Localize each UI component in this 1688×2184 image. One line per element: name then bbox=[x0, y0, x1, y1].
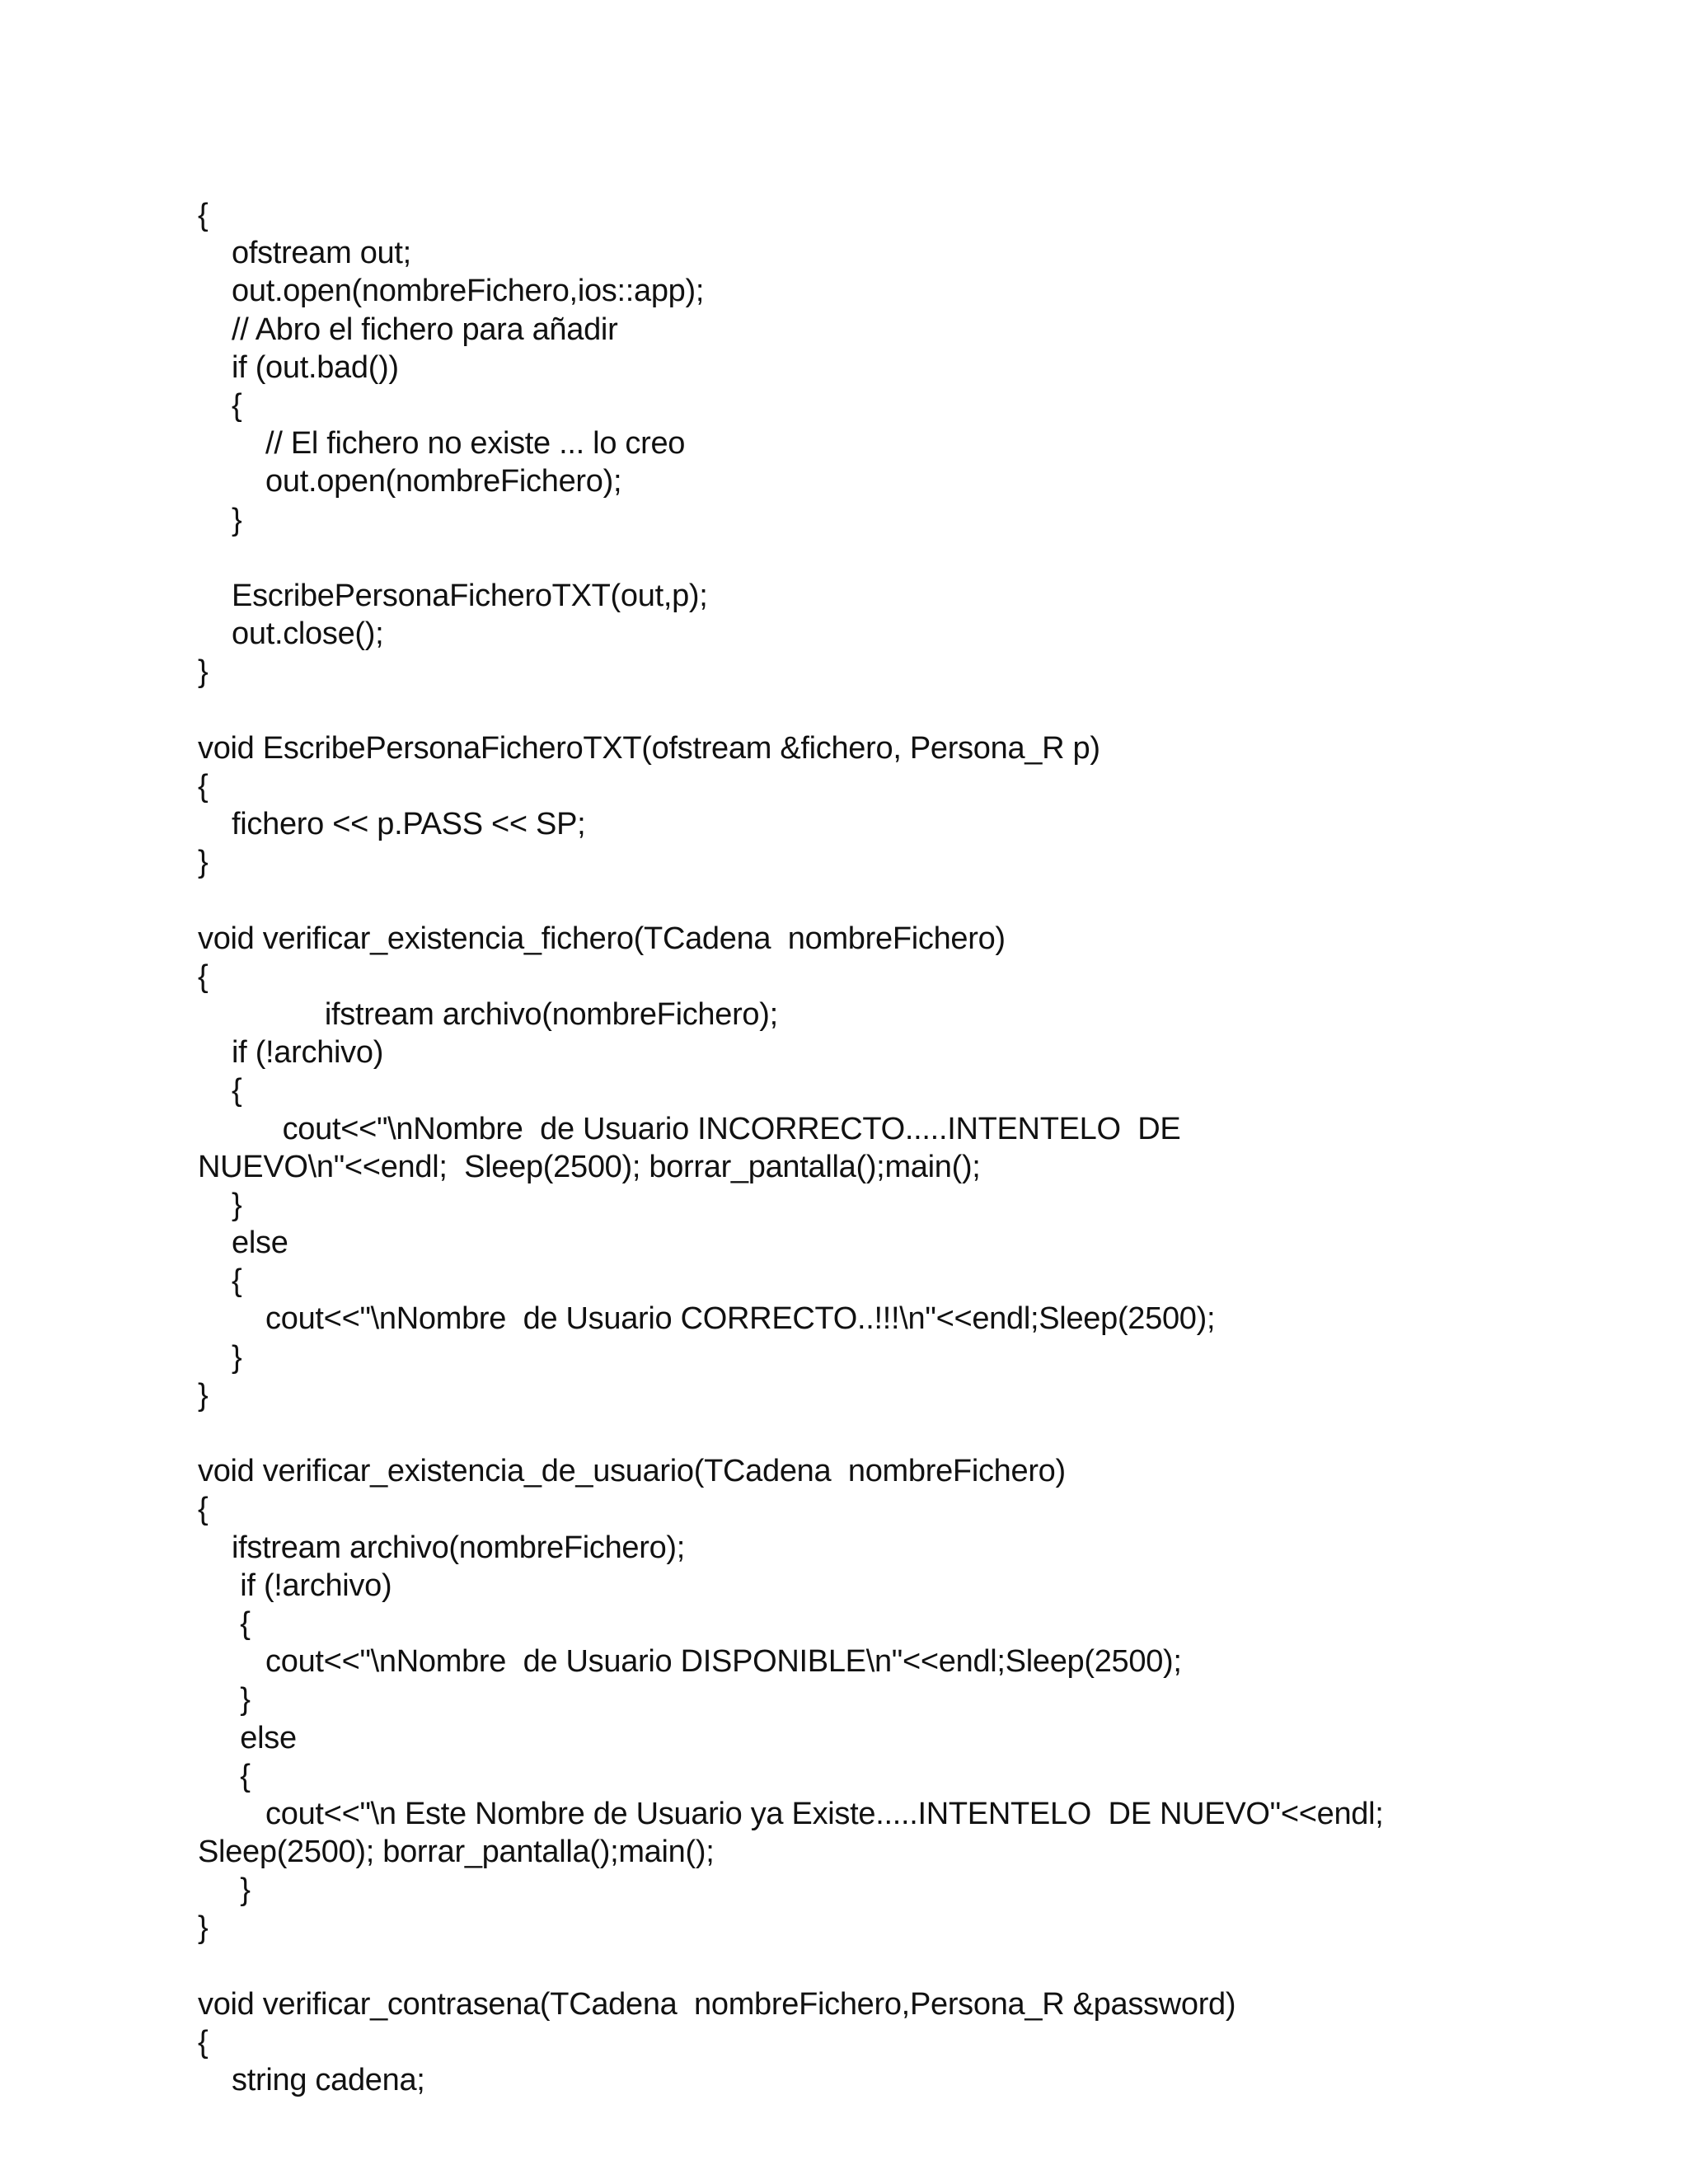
code-line: { bbox=[198, 768, 209, 804]
code-line: // El fichero no existe ... lo creo bbox=[198, 426, 686, 462]
blank-line bbox=[198, 1947, 1517, 1985]
blank-line bbox=[198, 691, 1517, 729]
code-listing bbox=[198, 196, 1517, 2099]
code-line: } bbox=[198, 1910, 209, 1946]
code-line: { bbox=[198, 1263, 242, 1299]
code-line: } bbox=[198, 1339, 242, 1375]
code-line: { bbox=[198, 1605, 251, 1641]
code-line: cout<<"\nNombre de Usuario INCORRECTO.....INTENTELO DE bbox=[198, 1111, 1181, 1146]
code-line: cout<<"\nNombre de Usuario DISPONIBLE\n"<<endl;Sleep(2500); bbox=[198, 1644, 1182, 1680]
code-line: } bbox=[198, 654, 209, 690]
code-line: if (out.bad()) bbox=[198, 349, 399, 385]
code-line: { bbox=[198, 958, 209, 994]
code-line: ofstream out; bbox=[198, 236, 411, 271]
code-line: // Abro el fichero para añadir bbox=[198, 312, 618, 347]
code-line: void verificar_existencia_fichero(TCadena nombreFichero) bbox=[198, 921, 1006, 956]
code-line: { bbox=[198, 1073, 242, 1108]
blank-line bbox=[198, 1414, 1517, 1452]
code-line: { bbox=[198, 1492, 209, 1527]
code-line: if (!archivo) bbox=[198, 1035, 384, 1071]
code-line: string cadena; bbox=[198, 2063, 425, 2098]
code-line: ifstream archivo(nombreFichero); bbox=[198, 1530, 686, 1565]
code-line: { bbox=[198, 387, 242, 423]
code-line: out.close(); bbox=[198, 616, 384, 652]
code-line: out.open(nombreFichero); bbox=[198, 464, 622, 499]
code-line: } bbox=[198, 1682, 251, 1718]
code-line: } bbox=[198, 1187, 242, 1222]
code-line: else bbox=[198, 1720, 297, 1755]
code-line: { bbox=[198, 198, 209, 232]
code-line: fichero << p.PASS << SP; bbox=[198, 807, 586, 841]
code-line: Sleep(2500); borrar_pantalla();main(); bbox=[198, 1835, 715, 1870]
code-line: out.open(nombreFichero,ios::app); bbox=[198, 274, 705, 309]
blank-line bbox=[198, 881, 1517, 919]
code-line: } bbox=[198, 502, 242, 537]
code-line: cout<<"\nNombre de Usuario CORRECTO..!!!\n"<<endl;Sleep(2500); bbox=[198, 1301, 1216, 1337]
code-line: void verificar_existencia_de_usuario(TCadena nombreFichero) bbox=[198, 1454, 1066, 1489]
code-line: { bbox=[198, 1758, 251, 1793]
code-line: ifstream archivo(nombreFichero); bbox=[198, 996, 778, 1032]
blank-line bbox=[198, 539, 1517, 577]
code-line: } bbox=[198, 845, 209, 880]
code-line: else bbox=[198, 1226, 288, 1261]
code-line: void EscribePersonaFicheroTXT(ofstream &fichero, Persona_R p) bbox=[198, 730, 1100, 766]
code-line: } bbox=[198, 1377, 209, 1413]
code-line: { bbox=[198, 2025, 209, 2060]
code-line: cout<<"\n Este Nombre de Usuario ya Existe.....INTENTELO DE NUEVO"<<endl; bbox=[198, 1796, 1384, 1831]
code-line: NUEVO\n"<<endl; Sleep(2500); borrar_pantalla();main(); bbox=[198, 1149, 981, 1184]
code-line: } bbox=[198, 1872, 251, 1908]
code-line: void verificar_contrasena(TCadena nombreFichero,Persona_R &password) bbox=[198, 1986, 1236, 2022]
code-line: if (!archivo) bbox=[198, 1568, 392, 1603]
code-line: EscribePersonaFicheroTXT(out,p); bbox=[198, 578, 708, 613]
